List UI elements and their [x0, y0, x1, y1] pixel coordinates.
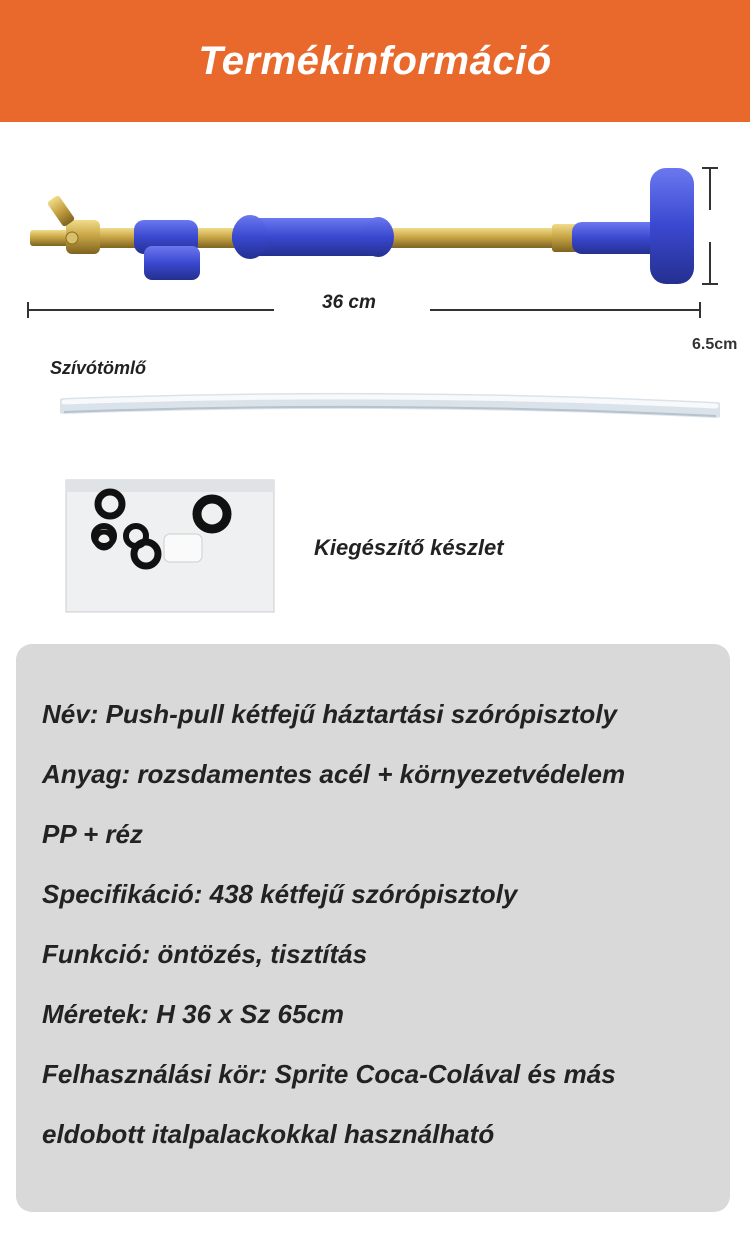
hose-image — [60, 388, 720, 428]
info-specification: Specifikáció: 438 kétfejű szórópisztoly — [42, 879, 518, 909]
length-dimension: 36 cm — [322, 292, 376, 313]
info-material-cont: PP + réz — [42, 819, 143, 849]
hose-label: Szívótömlő — [50, 358, 147, 378]
info-usage: Felhasználási kör: Sprite Coca-Colával és más — [42, 1059, 616, 1089]
product-info-list — [42, 684, 722, 1164]
info-dimensions: Méretek: H 36 x Sz 65cm — [42, 999, 345, 1029]
info-name: Név: Push-pull kétfejű háztartási szórópisztoly — [42, 699, 617, 729]
header-banner — [0, 0, 750, 122]
info-material: Anyag: rozsdamentes acél + környezetvédelem — [42, 759, 626, 789]
info-function: Funkció: öntözés, tisztítás — [42, 939, 368, 969]
height-dimension: 6.5cm — [692, 336, 738, 353]
info-usage-cont: eldobott italpalackokkal használható — [42, 1119, 495, 1149]
page-title: Termékinformáció — [198, 38, 552, 83]
accessory-kit-label: Kiegészítő készlet — [314, 535, 504, 560]
accessory-kit-image — [64, 478, 276, 614]
product-info-panel — [16, 644, 730, 1212]
